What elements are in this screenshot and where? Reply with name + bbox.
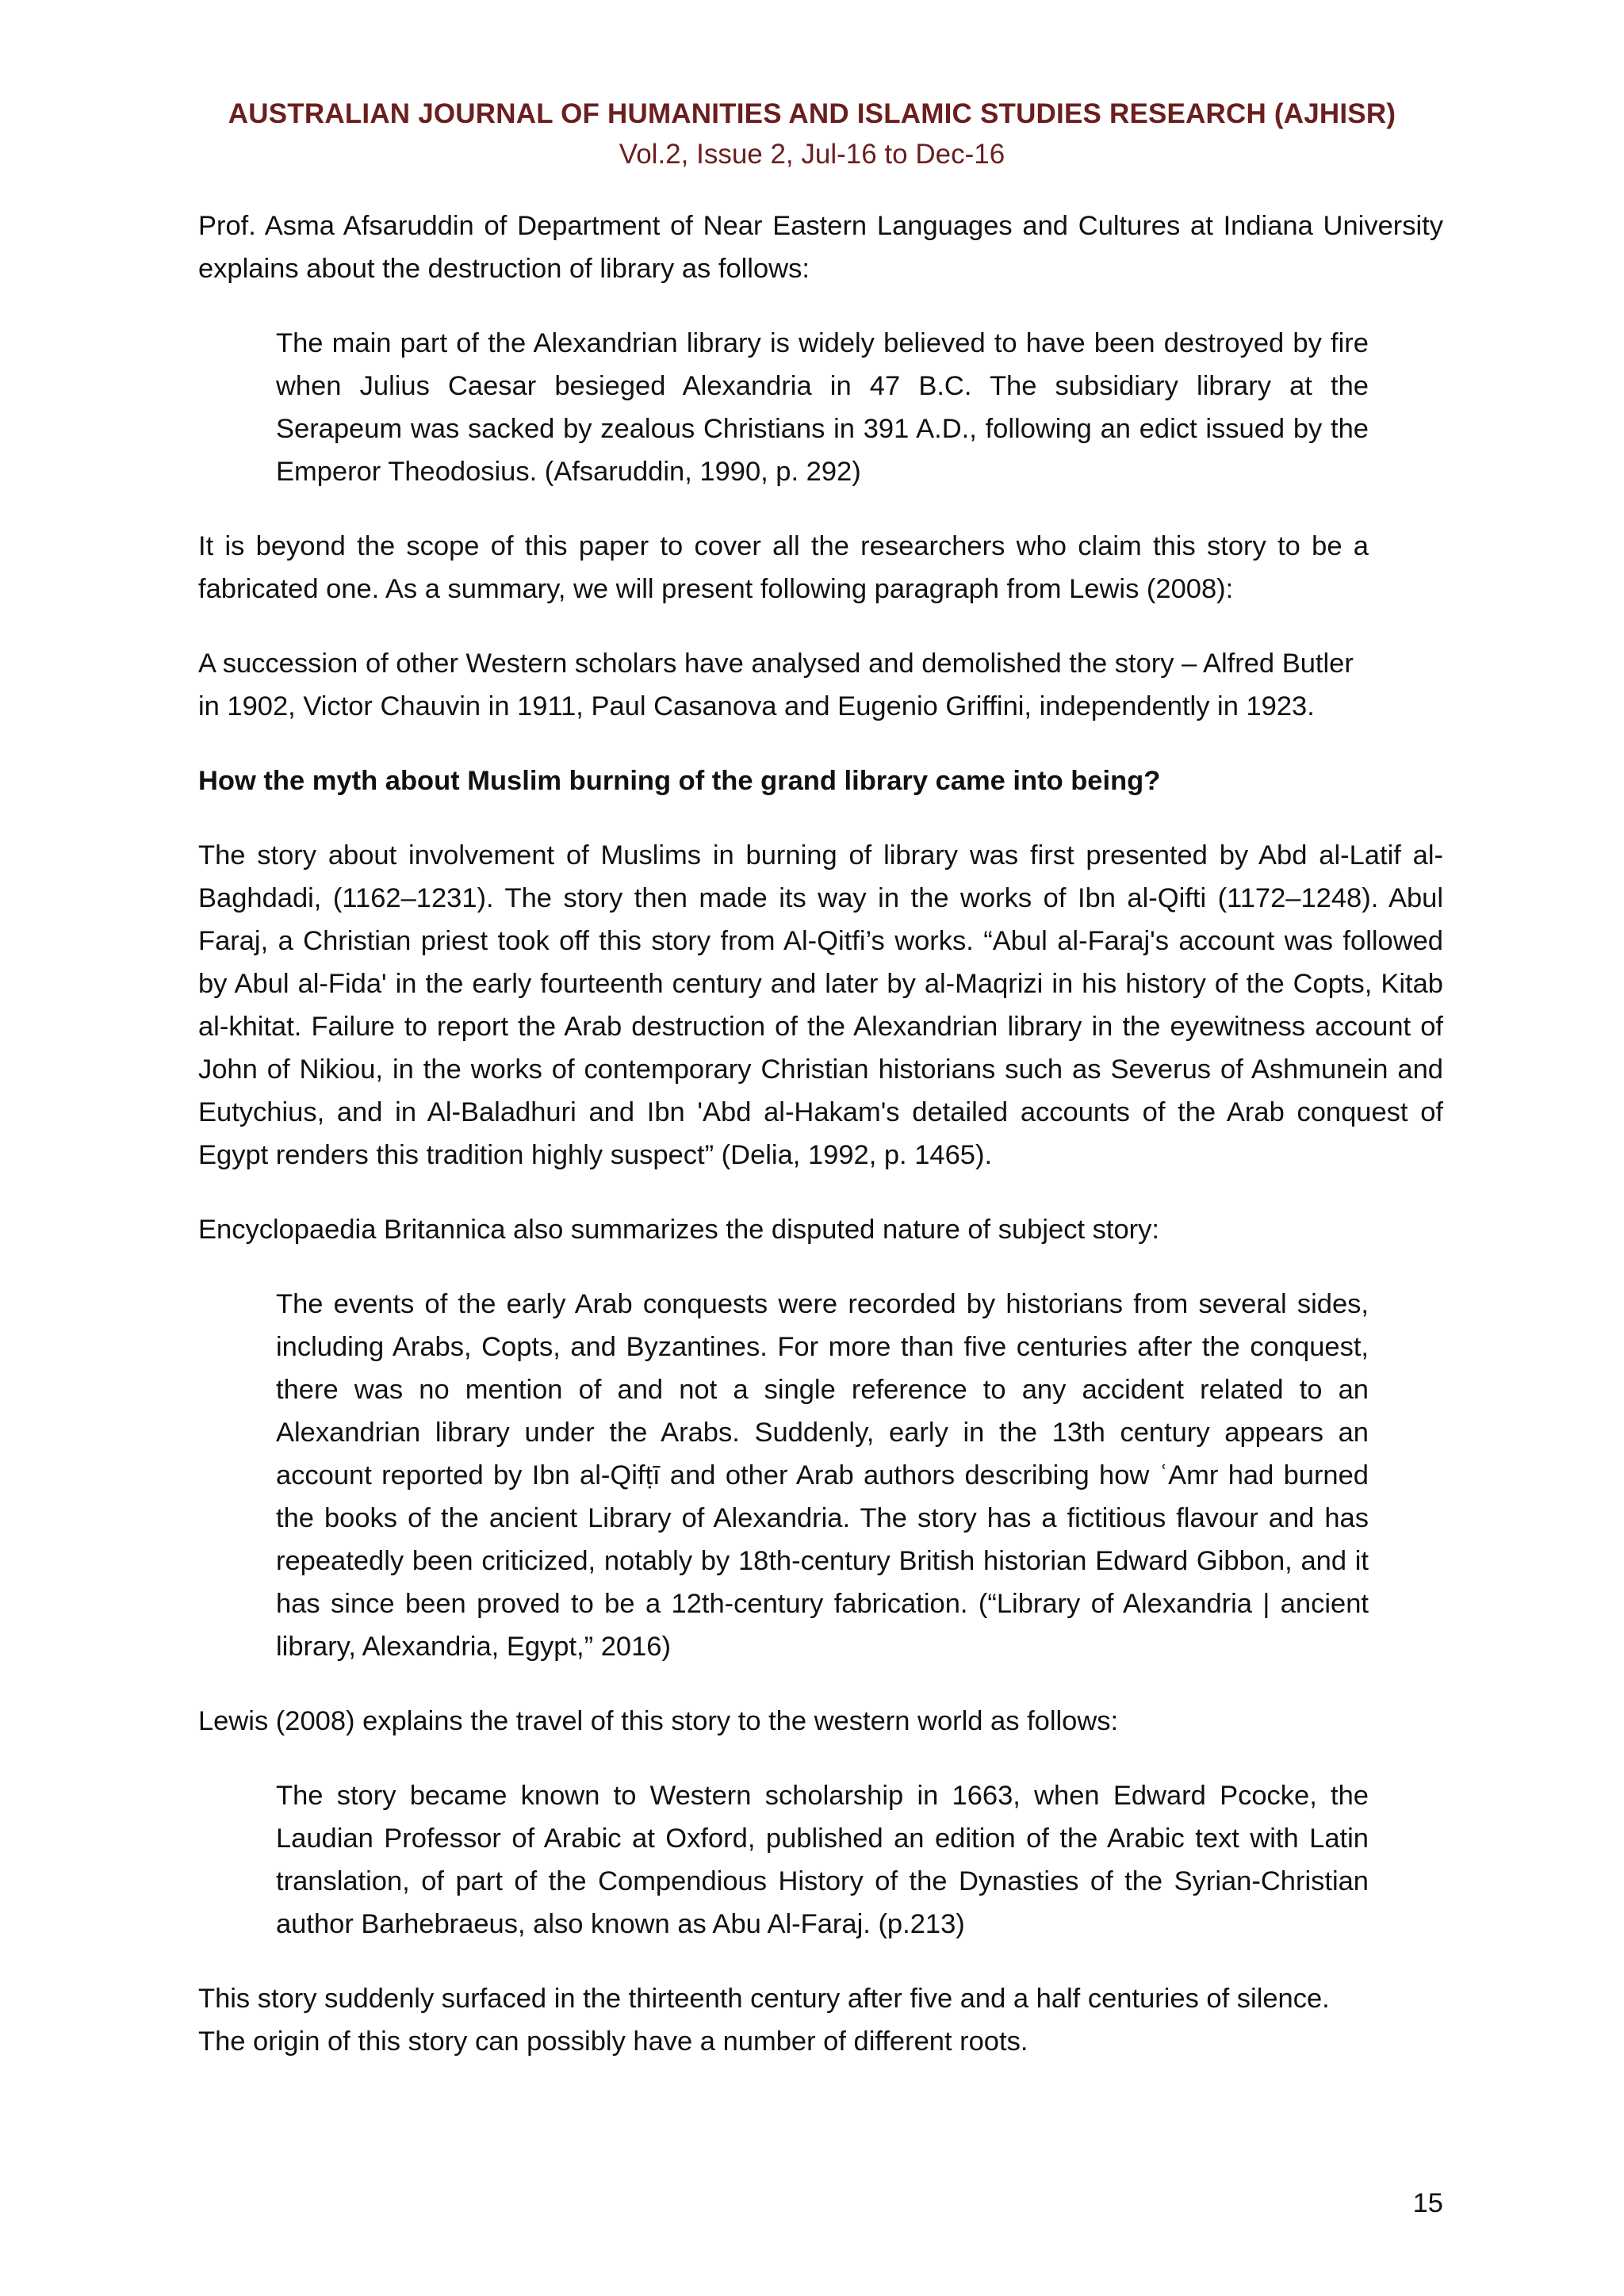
paragraph-lewis-travel: Lewis (2008) explains the travel of this story to the western world as follows: — [198, 1706, 1119, 1736]
page-number: 15 — [1412, 2188, 1443, 2218]
paragraph-conclusion: This story suddenly surfaced in the thirteenth century after five and a half centuries of silence. The origin of this story can possibly have a number of different roots. — [198, 1984, 1330, 2057]
paragraph-lewis-summary: A succession of other Western scholars have analysed and demolished the story – Alfred Butler in 1902, Victor Chauvin in 1911, Paul Casanova and Eugenio Griffini, independently in 1923. — [198, 649, 1354, 721]
paragraph-britannica-intro: Encyclopaedia Britannica also summarizes the disputed nature of subject story: — [198, 1215, 1159, 1245]
page-header — [0, 97, 1624, 174]
block-quote-lewis: The story became known to Western scholarship in 1663, when Edward Pcocke, the Laudian Professor of Arabic at Oxford, published an edition of the Arabic text with Latin translation, of part of the Compendious History of the Dynasties of the Syrian-Christian author Barhebraeus, also known as Abu Al-Faraj. (p.213) — [276, 1781, 1369, 1939]
paragraph-scope: It is beyond the scope of this paper to cover all the researchers who claim this story to be a fabricated one. As a summary, we will present following paragraph from Lewis (2008): — [198, 531, 1369, 604]
article-body — [198, 205, 1443, 2095]
paragraph-myth-origin: The story about involvement of Muslims in burning of library was first presented by Abd al-Latif al-Baghdadi, (1162–1231). The story then made its way in the works of Ibn al-Qifti (1172–1248). Abul Faraj, a Christian priest took off this story from Al-Qitfi’s works. “Abul al-Faraj's account was followed by Abul al-Fida' in the early fourteenth century and later by al-Maqrizi in his history of the Copts, Kitab al-khitat. Failure to report the Arab destruction of the Alexandrian library in the eyewitness account of John of Nikiou, in the works of contemporary Christian historians such as Severus of Ashmunein and Eutychius, and in Al-Baladhuri and Ibn 'Abd al-Hakam's detailed accounts of the Arab conquest of Egypt renders this tradition highly suspect” (Delia, 1992, p. 1465). — [198, 840, 1443, 1170]
journal-title: AUSTRALIAN JOURNAL OF HUMANITIES AND ISLAMIC STUDIES RESEARCH (AJHISR) — [228, 98, 1396, 129]
block-quote-afsaruddin: The main part of the Alexandrian library is widely believed to have been destroyed by fire when Julius Caesar besieged Alexandria in 47 B.C. The subsidiary library at the Serapeum was sacked by zealous Christians in 391 A.D., following an edict issued by the Emperor Theodosius. (Afsaruddin, 1990, p. 292) — [276, 328, 1369, 487]
block-quote-britannica: The events of the early Arab conquests were recorded by historians from several sides, including Arabs, Copts, and Byzantines. For more than five centuries after the conquest, there was no mention of and not a single reference to any accident related to an Alexandrian library under the Arabs. Suddenly, early in the 13th century appears an account reported by Ibn al-Qifṭī and other Arab authors describing how ʿAmr had burned the books of the ancient Library of Alexandria. The story has a fictitious flavour and has repeatedly been criticized, notably by 18th-century British historian Edward Gibbon, and it has since been proved to be a 12th-century fabrication. (“Library of Alexandria | ancient library, Alexandria, Egypt,” 2016) — [276, 1289, 1369, 1662]
paragraph-intro: Prof. Asma Afsaruddin of Department of Near Eastern Languages and Cultures at Indiana University explains about the destruction of library as follows: — [198, 211, 1443, 284]
issue-info: Vol.2, Issue 2, Jul-16 to Dec-16 — [619, 139, 1005, 170]
section-heading: How the myth about Muslim burning of the grand library came into being? — [198, 766, 1161, 796]
